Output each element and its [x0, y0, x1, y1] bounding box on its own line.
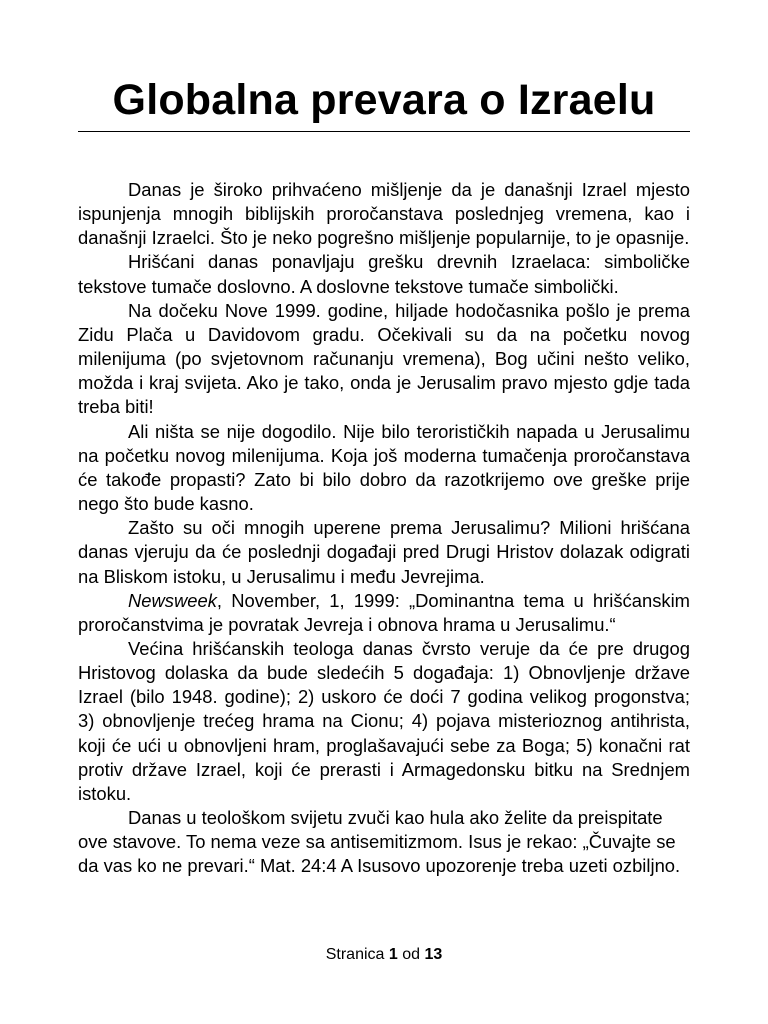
page-footer — [0, 946, 768, 964]
paragraph: Zašto su oči mnogih uperene prema Jerusalimu? Milioni hrišćana danas vjeruju da će poslednji događaji pred Drugi Hristov dolazak odigrati na Bliskom istoku, u Jerusalimu i među Jevrejima. — [78, 517, 690, 587]
current-page-number: 1 — [388, 946, 398, 963]
quote-text: , November, 1, 1999: „Dominantna tema u hrišćanskim proročanstvima je povratak Jevreja i obnova hrama u Jerusalimu.“ — [78, 589, 690, 635]
title-divider — [78, 131, 690, 132]
footer-middle: od — [402, 946, 421, 963]
paragraph: Ali ništa se nije dogodilo. Nije bilo terorističkih napada u Jerusalimu na početku novog milenijuma. Koja još moderna tumačenja proročanstava će takođe propasti? Zato bi bilo dobro da razotkrijemo ove greške prije nego što bude kasno. — [78, 420, 690, 515]
paragraph: Hrišćani danas ponavljaju grešku drevnih Izraelaca: simboličke tekstove tumače doslovno. A doslovne tekstove tumače simbolički. — [78, 251, 690, 297]
paragraph: Većina hrišćanskih teologa danas čvrsto veruje da će pre drugog Hristovog dolaska da bude sledećih 5 događaja: 1) Obnovljenje države Izrael (bilo 1948. godine); 2) uskoro će doći 7 godina velikog progonstva; 3) obnovljenje trećeg hrama na Cionu; 4) pojava misterioznog antihrista, koji će ući u obnovljeni hram, proglašavajući sebe za Boga; 5) konačni rat protiv države Izrael, koji će prerasti i Armagedonsku bitku na Srednjem istoku. — [78, 637, 690, 804]
quote-source: Newsweek — [128, 589, 217, 611]
quote-paragraph — [78, 589, 690, 637]
footer-prefix: Stranica — [325, 946, 385, 963]
paragraph: Na dočeku Nove 1999. godine, hiljade hodočasnika pošlo je prema Zidu Plača u Davidovom gradu. Očekivali su da na početku novog milenijuma (po svjetovnom računanju vremena), Bog učini nešto veliko, možda i kraj svijeta. Ako je tako, onda je Jerusalim pravo mjesto gdje tada treba biti! — [78, 299, 690, 418]
total-pages: 13 — [424, 946, 443, 963]
paragraph: Danas u teološkom svijetu zvuči kao hula ako želite da preispitate ove stavove. To nema veze sa antisemitizmom. Isus je rekao: „Čuvajte se da vas ko ne prevari.“ Mat. 24:4 A Isusovo upozorenje treba uzeti ozbiljno. — [78, 807, 681, 877]
document-page — [78, 72, 690, 879]
document-body — [78, 178, 690, 879]
document-title: Globalna prevara o Izraelu — [112, 76, 656, 124]
paragraph: Danas je široko prihvaćeno mišljenje da je današnji Izrael mjesto ispunjenja mnogih biblijskih proročanstava poslednjeg vremena, kao i današnji Izraelci. Što je neko pogrešno mišljenje popularnije, to je opasnije. — [78, 179, 690, 249]
